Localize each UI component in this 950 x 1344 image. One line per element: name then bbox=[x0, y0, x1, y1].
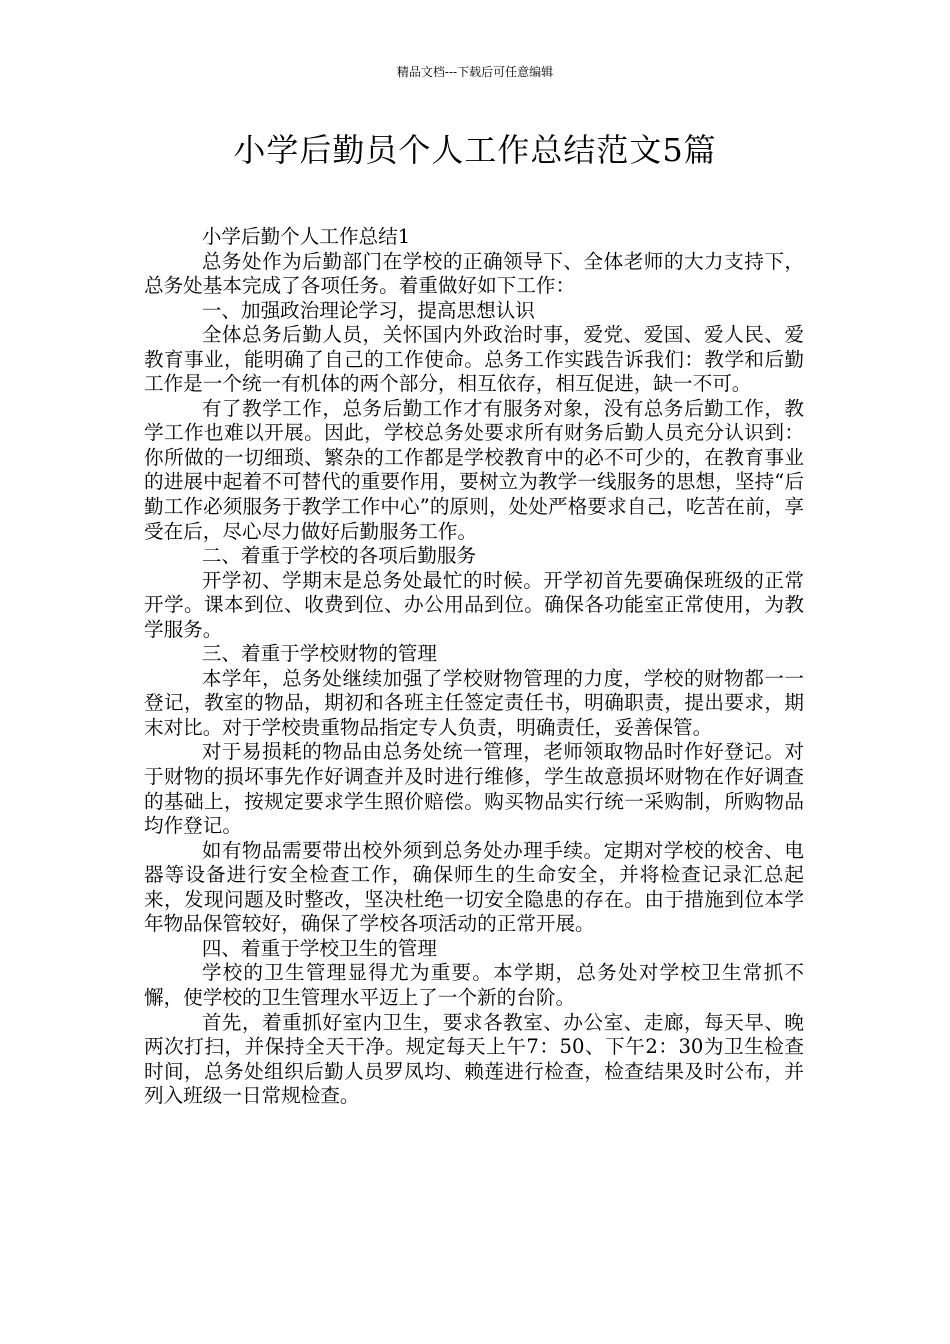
section-heading: 小学后勤个人工作总结1 bbox=[201, 225, 411, 248]
body-paragraph: 对于易损耗的物品由总务处统一管理，老师领取物品时作好登记。对于财物的损坏事先作好调查并及时进行维修，学生故意损坏财物在作好调查的基础上，按规定要求学生照价赔偿。购买物品实行统一采购制，所购物品均作登记。 bbox=[144, 740, 804, 838]
body-paragraph: 全体总务后勤人员，关怀国内外政治时事，爱党、爱国、爱人民、爱教育事业，能明确了自己的工作使命。总务工作实践告诉我们：教学和后勤工作是一个统一有机体的两个部分，相互依存，相互促进，缺一不可。 bbox=[144, 323, 804, 396]
body-paragraph: 学校的卫生管理显得尤为重要。本学期，总务处对学校卫生常抓不懈，使学校的卫生管理水平迈上了一个新的台阶。 bbox=[144, 961, 804, 1009]
body-paragraph: 本学年，总务处继续加强了学校财物管理的力度，学校的财物都一一登记，教室的物品，期初和各班主任签定责任书，明确职责，提出要求，期末对比。对于学校贵重物品指定专人负责，明确责任，妥善保管。 bbox=[144, 666, 804, 739]
section-heading: 三、着重于学校财物的管理 bbox=[201, 642, 437, 666]
body-paragraph: 总务处作为后勤部门在学校的正确领导下、全体老师的大力支持下，总务处基本完成了各项任务。着重做好如下工作： bbox=[144, 249, 804, 298]
section-heading: 四、着重于学校卫生的管理 bbox=[201, 936, 437, 960]
body-paragraph: 有了教学工作，总务后勤工作才有服务对象，没有总务后勤工作，教学工作也难以开展。因此，学校总务处要求所有财务后勤人员充分认识到：你所做的一切细琐、繁杂的工作都是学校教育中的必不可少的，在教育事业的进展中起着不可替代的重要作用，要树立为教学一线服务的思想，坚持“后勤工作必须服务于教学工作中心”的原则，处处严格要求自己，吃苦在前，享受在后，尽心尽力做好后勤服务工作。 bbox=[144, 396, 804, 543]
page-header-note: 精品文档---下载后可任意编辑 bbox=[396, 65, 554, 79]
document-title: 小学后勤员个人工作总结范文5篇 bbox=[233, 131, 717, 169]
document-body bbox=[144, 225, 804, 1109]
body-paragraph: 开学初、学期末是总务处最忙的时候。开学初首先要确保班级的正常开学。课本到位、收费到位、办公用品到位。确保各功能室正常使用，为教学服务。 bbox=[144, 568, 804, 641]
body-paragraph: 首先，着重抓好室内卫生，要求各教室、办公室、走廊，每天早、晚两次打扫，并保持全天干净。规定每天上午7：50、下午2：30为卫生检查时间，总务处组织后勤人员罗凤均、赖莲进行检查，检查结果及时公布，并列入班级一日常规检查。 bbox=[144, 1010, 804, 1108]
section-heading: 一、加强政治理论学习，提高思想认识 bbox=[201, 298, 535, 322]
section-heading: 二、着重于学校的各项后勤服务 bbox=[201, 544, 477, 568]
body-paragraph: 如有物品需要带出校外须到总务处办理手续。定期对学校的校舍、电器等设备进行安全检查工作，确保师生的生命安全，并将检查记录汇总起来，发现问题及时整改，坚决杜绝一切安全隐患的存在。由于措施到位本学年物品保管较好，确保了学校各项活动的正常开展。 bbox=[144, 838, 804, 936]
